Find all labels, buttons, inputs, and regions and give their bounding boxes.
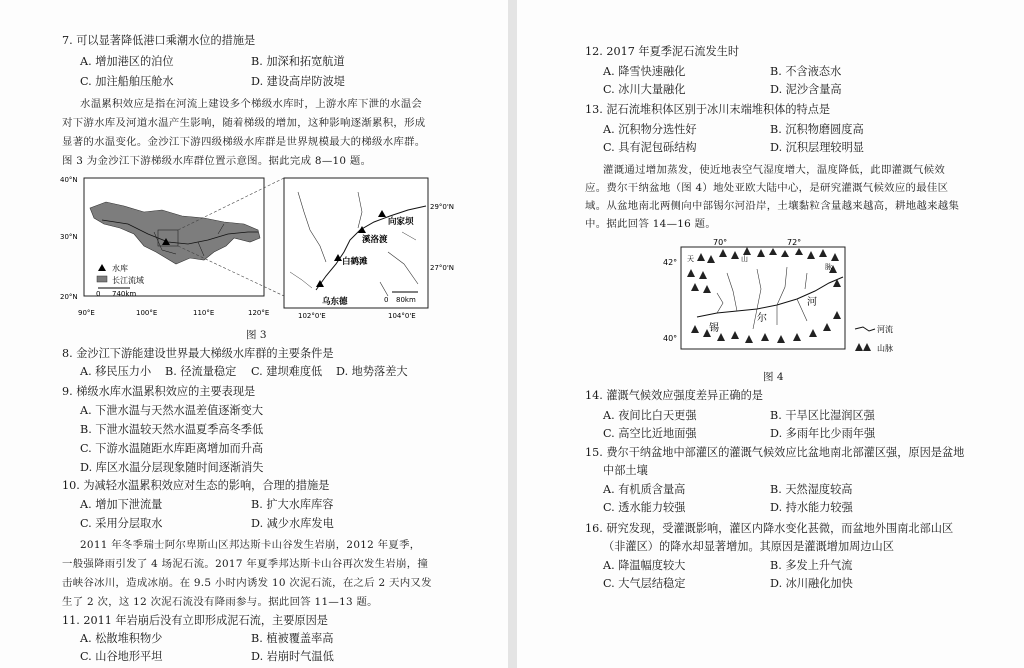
figure-4-caption: 图 4 [763, 371, 784, 383]
fig3-lon-label: 110°E [193, 309, 215, 317]
q13-stem: 13. 泥石流堆积体区别于冰川末端堆积体的特点是 [585, 103, 831, 116]
map-label: 河 [807, 297, 817, 308]
q9-option-d: D. 库区水温分层现象随时间逐渐消失 [80, 461, 264, 474]
fig4-lon-label: 70° [713, 238, 728, 247]
q13-option-d: D. 沉积层理较明显 [770, 141, 864, 154]
map-label: 山 [741, 255, 748, 263]
passage1-line: 水温累积效应是指在河流上建设多个梯级水库时，上游水库下泄的水温会 [80, 98, 423, 110]
q8-option-b: B. 径流量稳定 [165, 365, 237, 378]
legend-basin-label: 长江流域 [112, 276, 144, 285]
q15-option-d: D. 持水能力较强 [770, 501, 853, 514]
q12-stem: 12. 2017 年夏季泥石流发生时 [585, 45, 740, 58]
q13-option-b: B. 沉积物磨圆度高 [770, 123, 864, 136]
figure-4 [657, 233, 897, 363]
fig3-lon-label: 120°E [248, 309, 270, 317]
fig3-lon-label: 90°E [78, 309, 95, 317]
legend-reservoir-label: 水库 [112, 264, 128, 273]
q12-option-c: C. 冰川大量融化 [603, 83, 686, 96]
left-page [0, 0, 508, 668]
q10-stem: 10. 为减轻水温累积效应对生态的影响，合理的措施是 [62, 479, 330, 492]
q8-stem: 8. 金沙江下游能建设世界最大梯级水库群的主要条件是 [62, 347, 334, 360]
legend-mountain-icon [855, 343, 871, 351]
q14-option-c: C. 高空比近地面强 [603, 427, 697, 440]
q11-option-b: B. 植被覆盖率高 [251, 632, 334, 645]
q12-option-b: B. 不含液态水 [770, 65, 842, 78]
q16-option-b: B. 多发上升气流 [770, 559, 853, 572]
fig4-lat-label: 42° [663, 258, 678, 267]
q14-option-a: A. 夜间比白天更强 [603, 409, 697, 422]
reservoir-label: 溪洛渡 [362, 235, 388, 245]
q15-option-a: A. 有机质含量高 [603, 483, 686, 496]
q10-option-b: B. 扩大水库库容 [251, 498, 334, 511]
q8-option-c: C. 建坝难度低 [251, 365, 323, 378]
q10-option-a: A. 增加下泄流量 [80, 498, 163, 511]
legend-basin-swatch [97, 276, 107, 282]
q9-option-b: B. 下泄水温较天然水温夏季高冬季低 [80, 423, 264, 436]
fig3-scale-zero: 0 [96, 290, 101, 298]
legend-mountain-label: 山脉 [877, 344, 893, 353]
q11-option-c: C. 山谷地形平坦 [80, 650, 163, 663]
q10-option-d: D. 减少水库发电 [251, 517, 334, 530]
fig4-lon-label: 72° [787, 238, 802, 247]
fig3-inset-lon: 104°0'E [388, 312, 416, 320]
reservoir-label: 向家坝 [388, 217, 414, 227]
fig3-scale-unit: 740km [112, 290, 137, 298]
q12-option-a: A. 降雪快速融化 [603, 65, 686, 78]
fig3-inset-scale-unit: 80km [396, 296, 416, 304]
q8-option-d: D. 地势落差大 [336, 365, 408, 378]
q16-stem: 16. 研究发现，受灌溉影响，灌区内降水变化甚微，而盆地外围南北部山区 [585, 522, 954, 535]
q9-option-c: C. 下游水温随距水库距离增加而升高 [80, 442, 264, 455]
passage3-line: 灌溉通过增加蒸发，使近地表空气湿度增大，温度降低，此即灌溉气候效 [603, 164, 946, 176]
fig3-inset-lon: 102°0'E [298, 312, 326, 320]
q15-option-b: B. 天然湿度较高 [770, 483, 853, 496]
q15-option-c: C. 透水能力较强 [603, 501, 686, 514]
q15-stem-cont: 中部土壤 [603, 464, 648, 477]
q14-option-d: D. 多雨年比少雨年强 [770, 427, 876, 440]
q13-option-c: C. 具有泥包砾结构 [603, 141, 697, 154]
q7-option-c: C. 加注船舶压舱水 [80, 75, 174, 88]
q15-stem: 15. 费尔干纳盆地中部灌区的灌溉气候效应比盆地南北部灌区强，原因是盆地 [585, 446, 965, 459]
passage2-line: 生了 2 次，这 12 次泥石流没有降雨参与。据此回答 11—13 题。 [62, 596, 378, 608]
q11-stem: 11. 2011 年岩崩后没有立即形成泥石流，主要原因是 [62, 614, 328, 627]
fig3-lon-label: 100°E [136, 309, 158, 317]
q16-option-c: C. 大气层结稳定 [603, 577, 686, 590]
q11-option-d: D. 岩崩时气温低 [251, 650, 334, 663]
legend-river-icon [855, 327, 875, 331]
q8-option-a: A. 移民压力小 [80, 365, 152, 378]
reservoir-label: 乌东德 [322, 297, 348, 307]
q13-option-a: A. 沉积物分选性好 [603, 123, 697, 136]
fig3-inset-frame [284, 178, 428, 308]
q16-option-d: D. 冰川融化加快 [770, 577, 853, 590]
fig3-inset-scale-zero: 0 [384, 296, 389, 304]
q7-option-b: B. 加深和拓宽航道 [251, 55, 345, 68]
q11-option-a: A. 松散堆积物少 [80, 632, 163, 645]
q10-option-c: C. 采用分层取水 [80, 517, 163, 530]
fig3-inset-lat: 27°0'N [430, 264, 455, 272]
passage3-line: 域。从盆地南北两侧向中部锡尔河沿岸，土壤黏粒含量越来越高，耕地越来越集 [585, 200, 960, 212]
q14-option-b: B. 干旱区比湿润区强 [770, 409, 875, 422]
q9-option-a: A. 下泄水温与天然水温差值逐渐变大 [80, 404, 264, 417]
map-label: 脉 [825, 263, 832, 271]
q14-stem: 14. 灌溉气候效应强度差异正确的是 [585, 389, 763, 402]
q7-option-a: A. 增加港区的泊位 [80, 55, 174, 68]
q9-stem: 9. 梯级水库水温累积效应的主要表现是 [62, 385, 256, 398]
fig4-lat-label: 40° [663, 334, 678, 343]
q16-option-a: A. 降温幅度较大 [603, 559, 686, 572]
passage2-line: 2011 年冬季瑞士阿尔卑斯山区邦达斯卡山谷发生岩崩，2012 年夏季， [80, 539, 421, 551]
map-label: 天 [687, 255, 694, 263]
passage1-line: 显著的水温变化。金沙江下游四级梯级水库群是世界规模最大的梯级水库群。 [62, 136, 426, 148]
q12-option-d: D. 泥沙含量高 [770, 83, 842, 96]
passage2-line: 一般强降雨引发了 4 场泥石流。2017 年夏季邦达斯卡山谷再次发生岩崩，撞 [62, 558, 429, 570]
fig3-lat-label: 40°N [60, 176, 78, 184]
figure-3 [58, 172, 478, 322]
passage3-line: 应。费尔干纳盆地（图 4）地处亚欧大陆中心，是研究灌溉气候效应的最佳区 [585, 182, 949, 194]
map-label: 锡 [709, 323, 719, 334]
fig3-lat-label: 20°N [60, 293, 78, 301]
figure-3-caption: 图 3 [246, 329, 267, 341]
q7-stem: 7. 可以显著降低港口乘潮水位的措施是 [62, 34, 256, 47]
fig3-lat-label: 30°N [60, 233, 78, 241]
map-label: 尔 [757, 313, 767, 324]
passage3-line: 中。据此回答 14—16 题。 [585, 218, 717, 230]
passage1-line: 图 3 为金沙江下游梯级水库群位置示意图。据此完成 8—10 题。 [62, 155, 372, 167]
reservoir-label: 白鹤滩 [342, 257, 368, 267]
fig3-inset-lat: 29°0'N [430, 203, 455, 211]
q7-option-d: D. 建设高岸防波堤 [251, 75, 345, 88]
q16-stem-cont: （非灌区）的降水却显著增加。其原因是灌溉增加周边山区 [603, 540, 894, 553]
right-page [517, 0, 1024, 668]
legend-river-label: 河流 [877, 325, 893, 334]
passage2-line: 击峡谷冰川，造成冰崩。在 9.5 小时内诱发 10 次泥石流，在之后 2 天内又发 [62, 577, 432, 589]
passage1-line: 对下游水库及河道水温产生影响，随着梯级的增加，这种影响逐渐累积，形成 [62, 117, 426, 129]
